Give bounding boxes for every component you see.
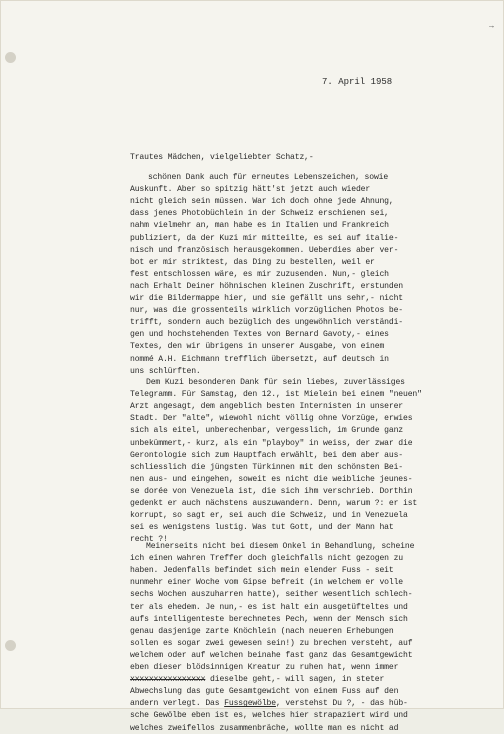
letter-line: Abwechslung das gute Gesamtgewicht von einem Fuss auf den xyxy=(130,687,399,697)
letter-line: sollen es sogar zwei gewesen sein!) zu brechen versteht, auf xyxy=(130,638,413,648)
line-text: dieselbe geht,- will sagen, in steter xyxy=(205,675,385,685)
letter-line: Meinerseits nicht bei diesem Onkel in Behandlung, scheine xyxy=(146,542,415,551)
letter-line: Arzt angesagt, dem angeblich besten Internisten in unserer xyxy=(130,402,404,412)
letter-line: dass jenes Photobüchlein in der Schweiz erschienen sei, xyxy=(130,209,389,219)
letter-line: recht ?! xyxy=(130,535,168,545)
letter-line: unbekümmert,- kurz, als ein "playboy" in weiss, der zwar die xyxy=(130,438,413,448)
letter-line: trifft, sondern auch bezüglich des ungewöhnlich verständi- xyxy=(130,318,404,328)
letter-line: schliesslich die jüngsten Türkinnen mit den schönsten Bei- xyxy=(130,462,404,472)
letter-line: gen und hochstehenden Textes von Bernard Gavoty,- eines xyxy=(130,330,389,340)
letter-line: nahm vielmehr an, man habe es in Italien und Frankreich xyxy=(130,221,389,231)
letter-line: Telegramm. Für Samstag, den 12., ist Mielein bei einem "neuen" xyxy=(130,390,422,400)
letter-line: se dorée von Venezuela ist, die sich ihm verschrieb. Dorthin xyxy=(130,486,413,496)
letter-line: haben. Jedenfalls befindet sich mein elender Fuss - seit xyxy=(130,566,394,576)
line-text: andern verlegt. Das xyxy=(130,699,225,709)
letter-line: nen aus- und eingehen, soweit es nicht die weibliche jeunes- xyxy=(130,474,413,484)
corner-mark: → xyxy=(489,22,494,31)
letter-line: welchem oder auf welchen beinahe fast ganz das Gesamtgewicht xyxy=(130,650,413,660)
letter-line: nisch und französisch herausgekommen. Ueberdies aber ver- xyxy=(130,245,399,255)
letter-line: nicht gleich sein müssen. War ich doch ohne jede Ahnung, xyxy=(130,197,394,207)
punch-hole-icon xyxy=(5,52,16,63)
letter-line: sei es wenigstens lustig. Was tut Gott, und der Mann hat xyxy=(130,523,394,533)
letter-line: uns schlürften. xyxy=(130,366,201,376)
letter-line: Textes, den wir übrigens in unserer Ausgabe, von einem xyxy=(130,342,385,352)
letter-line: Dem Kuzi besonderen Dank für sein liebes, zuverlässiges xyxy=(146,378,405,387)
letter-line: nach Erhalt Deiner höhnischen kleinen Zuschrift, erstunden xyxy=(130,281,404,291)
letter-line: nur, was die grossenteils wirklich vorzüglichen Photos be- xyxy=(130,306,404,316)
letter-line: Auskunft. Aber so spitzig hätt'st jetzt auch wieder xyxy=(130,185,371,195)
letter-line: sich als eitel, unberechenbar, vergesslich, im Grunde ganz xyxy=(130,426,404,436)
letter-date: 7. April 1958 xyxy=(322,77,393,87)
letter-line xyxy=(130,698,408,709)
letter-line: fest entschlossen wäre, es mir zuzusenden. Nun,- gleich xyxy=(130,269,389,279)
struck-text: xxxxxxxxxxxxxxxx xyxy=(130,675,206,685)
letter-line: eben dieser blödsinnigen Kreatur zu ruhen hat, wenn immer xyxy=(130,663,399,672)
letter-line: sechs Wochen auszuharren hatte), seither wesentlich schlech- xyxy=(130,590,413,600)
letter-line: wir die Bildermappe hier, und sie gefällt uns sehr,- nicht xyxy=(130,294,404,303)
letter-line: welches zweifellos zusammenbräche, wollte man es nicht ad xyxy=(130,723,399,733)
letter-line xyxy=(130,674,384,685)
letter-line: nommé A.H. Eichmann trefflich übersetzt, auf deutsch in xyxy=(130,354,389,364)
letter-line: Gerontologie sich zum Hauptfach erwählt, bei dem aber aus- xyxy=(130,450,404,460)
letter-line: Stadt. Der "alte", wiewohl nicht völlig ohne Vorzüge, erwies xyxy=(130,414,413,424)
letter-line: publiziert, da der Kuzi mir mitteilte, es sei auf italie- xyxy=(130,233,399,243)
letter-line: genau dasjenige zarte Knöchlein (nach neueren Erhebungen xyxy=(130,626,394,636)
salutation: Trautes Mädchen, vielgeliebter Schatz,- xyxy=(130,153,314,162)
letter-line: sche Gewölbe eben ist es, welches hier strapaziert wird und xyxy=(130,711,408,721)
letter-line: ter als ehedem. Je nun,- es ist halt ein ausgetüfteltes und xyxy=(130,602,408,612)
underlined-word: Fussgewölbe xyxy=(224,699,276,709)
punch-hole-icon xyxy=(5,640,16,651)
letter-line: aufs intelligenteste berechnetes Pech, wenn der Mensch sich xyxy=(130,614,408,624)
line-text: , verstehst Du ?, - das hüb- xyxy=(275,699,408,709)
letter-line: gedenkt er auch nächstens auszuwandern. Denn, warum ?: er ist xyxy=(130,499,418,508)
letter-line: korrupt, so sagt er, sei auch die Schweiz, und in Venezuela xyxy=(130,511,408,521)
letter-line: ich einen wahren Treffer doch gleichfalls nicht gezogen zu xyxy=(130,554,404,564)
letter-line: bot er mir striktest, das Ding zu bestellen, weil er xyxy=(130,257,375,267)
letter-line: schönen Dank auch für erneutes Lebenszeichen, sowie xyxy=(148,173,389,182)
letter-line: nunmehr einer Woche vom Gipse befreit (in welchem er volle xyxy=(130,578,404,588)
